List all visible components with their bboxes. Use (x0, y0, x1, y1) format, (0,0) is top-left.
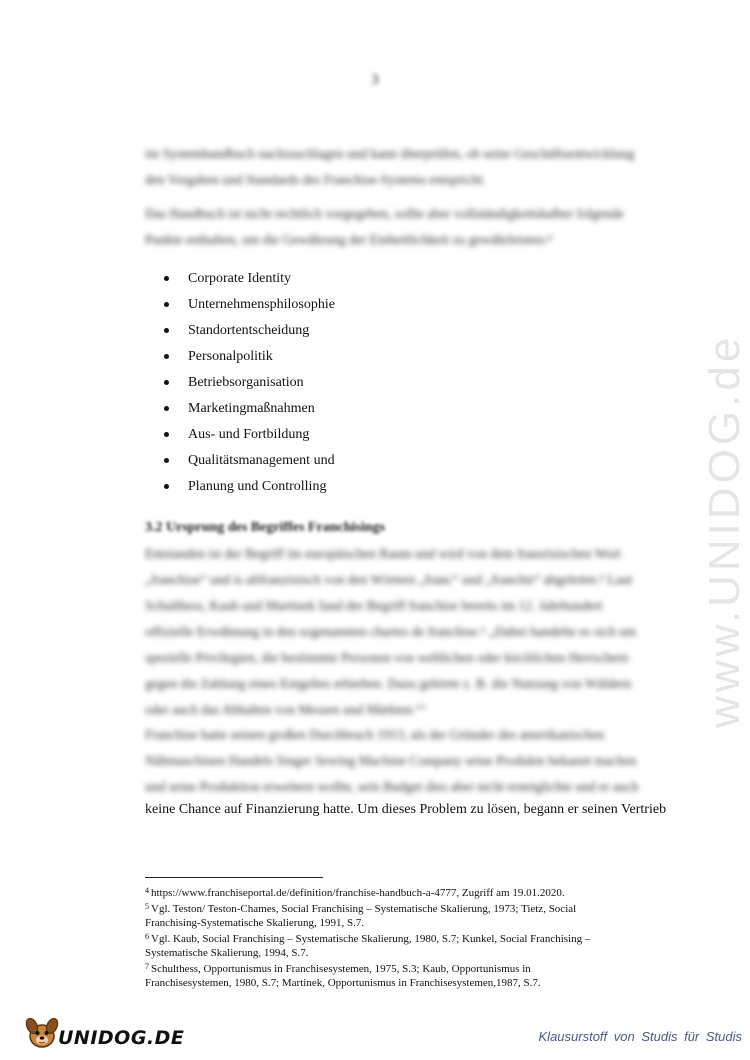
footnote (145, 960, 675, 990)
watermark: www.UNIDOG.de (700, 333, 749, 728)
list-item (160, 370, 335, 396)
bullet-icon (164, 432, 169, 437)
intro-line-1: im Systemhandbuch nachzuschlagen und kann überprüfen, ob seine Geschäftsentwicklung (145, 146, 635, 161)
intro-paragraph (145, 141, 680, 193)
breakthrough-line: Nähmaschinen Handels Singer Sewing Machine Company seine Produkte bekannt machen (145, 753, 637, 768)
visible-text-line: keine Chance auf Finanzierung hatte. Um dieses Problem zu lösen, begann er seinen Vertrieb (145, 802, 667, 817)
footnote-text: Schulthess, Opportunismus in Franchisesystemen, 1975, S.3; Kaub, Opportunismus in (151, 963, 531, 975)
footnote-text: Vgl. Kaub, Social Franchising – Systematische Skalierung, 1980, S.7; Kunkel, Social Franchising – (151, 933, 591, 945)
bullet-icon (164, 328, 169, 333)
list-item-label: Standortentscheidung (188, 323, 310, 338)
list-item (160, 448, 335, 474)
intro-line-2: den Vorgaben und Standards des Franchise-Systems entspricht. (145, 172, 486, 187)
bullet-icon (164, 380, 169, 385)
list-item-label: Marketingmaßnahmen (188, 401, 315, 416)
origin-line: offizielle Erwähnung in den sogenannten chartes de franchise.⁶ „Dabei handelte es sich um (145, 624, 637, 639)
bullet-icon (164, 276, 169, 281)
footnote-number: 5 (145, 902, 149, 911)
footnote-text: Franchisesystemen, 1980, S.7; Martinek, Opportunismus in Franchisesystemen,1987, S.7. (145, 977, 541, 989)
origin-line: oder auch das Abhalten von Messen und Märkten.“⁷ (145, 702, 427, 717)
handbook-paragraph (145, 201, 680, 253)
footnote-number: 4 (145, 886, 149, 895)
list-item (160, 344, 335, 370)
list-item-label: Corporate Identity (188, 271, 292, 286)
handbook-line-2: Punkte enthalten, um die Gewährung der Einheitlichkeit zu gewährleisten:⁴ (145, 232, 552, 247)
origin-line: Schulthess, Kaub und Martinek fand der Begriff franchise bereits im 12. Jahrhundert (145, 598, 603, 613)
footnote (145, 900, 675, 930)
page-number: 3 (371, 72, 379, 88)
list-item-label: Betriebsorganisation (188, 375, 304, 390)
list-item (160, 422, 335, 448)
handbook-topics-list (160, 266, 335, 500)
footnote-number: 7 (145, 962, 149, 971)
origin-line: Entstanden ist der Begriff im europäischen Raum und wird von dem französischen Wort (145, 546, 622, 561)
footnote-text: https://www.franchiseportal.de/definition/franchise-handbuch-a-4777, Zugriff am 19.01.2020. (151, 887, 565, 899)
bullet-icon (164, 484, 169, 489)
section-heading: 3.2 Ursprung des Begriffes Franchisings (145, 520, 385, 535)
breakthrough-paragraph (145, 722, 680, 800)
footnote (145, 884, 675, 900)
tagline: Klausurstoff von Studis für Studis (538, 1029, 742, 1044)
origin-line: gegen die Zahlung eines Entgeltes erhielten. Dazu gehörte z. B. die Nutzung von Wäldern (145, 676, 632, 691)
footnote-divider (145, 877, 323, 878)
bullet-icon (164, 354, 169, 359)
footnote-text: Vgl. Teston/ Teston-Chames, Social Franchising – Systematische Skalierung, 1973; Tietz, Social (151, 903, 577, 915)
unidog-logo (22, 1012, 185, 1052)
origin-line: „franchise“ und is altfranzösisch von den Wörtern „franc“ und „franchir“ abgeleitet.⁵ Laut (145, 572, 633, 587)
footnote-text: Systematische Skalierung, 1994, S.7. (145, 947, 309, 959)
bullet-icon (164, 302, 169, 307)
origin-line: spezielle Privilegien, die bestimmte Personen von weltlichen oder kirchlichen Herrschern (145, 650, 629, 665)
list-item (160, 318, 335, 344)
handbook-line-1: Das Handbuch ist nicht rechtlich vorgegeben, sollte aber vollständigkeitshalber folgende (145, 206, 624, 221)
footnote-text: Franchising-Systematische Skalierung, 1991, S.7. (145, 917, 365, 929)
list-item-label: Qualitätsmanagement und (188, 453, 335, 468)
footnote (145, 930, 675, 960)
list-item (160, 292, 335, 318)
list-item-label: Personalpolitik (188, 349, 273, 364)
list-item-label: Planung und Controlling (188, 479, 327, 494)
bullet-icon (164, 458, 169, 463)
bullet-icon (164, 406, 169, 411)
dog-mascot-icon (22, 1012, 62, 1052)
footnote-number: 6 (145, 932, 149, 941)
list-item (160, 266, 335, 292)
list-item-label: Unternehmensphilosophie (188, 297, 335, 312)
footnotes (145, 884, 675, 990)
breakthrough-line: und seine Produktion erweitern wollte, sein Budget dies aber nicht ermöglichte und er auch (145, 779, 639, 794)
logo-text: UNIDOG.DE (58, 1027, 185, 1049)
list-item (160, 396, 335, 422)
breakthrough-line: Franchise hatte seinen großen Durchbruch 1913, als der Gründer des amerikanischen (145, 727, 605, 742)
origin-paragraph (145, 541, 680, 723)
list-item-label: Aus- und Fortbildung (188, 427, 310, 442)
list-item (160, 474, 335, 500)
